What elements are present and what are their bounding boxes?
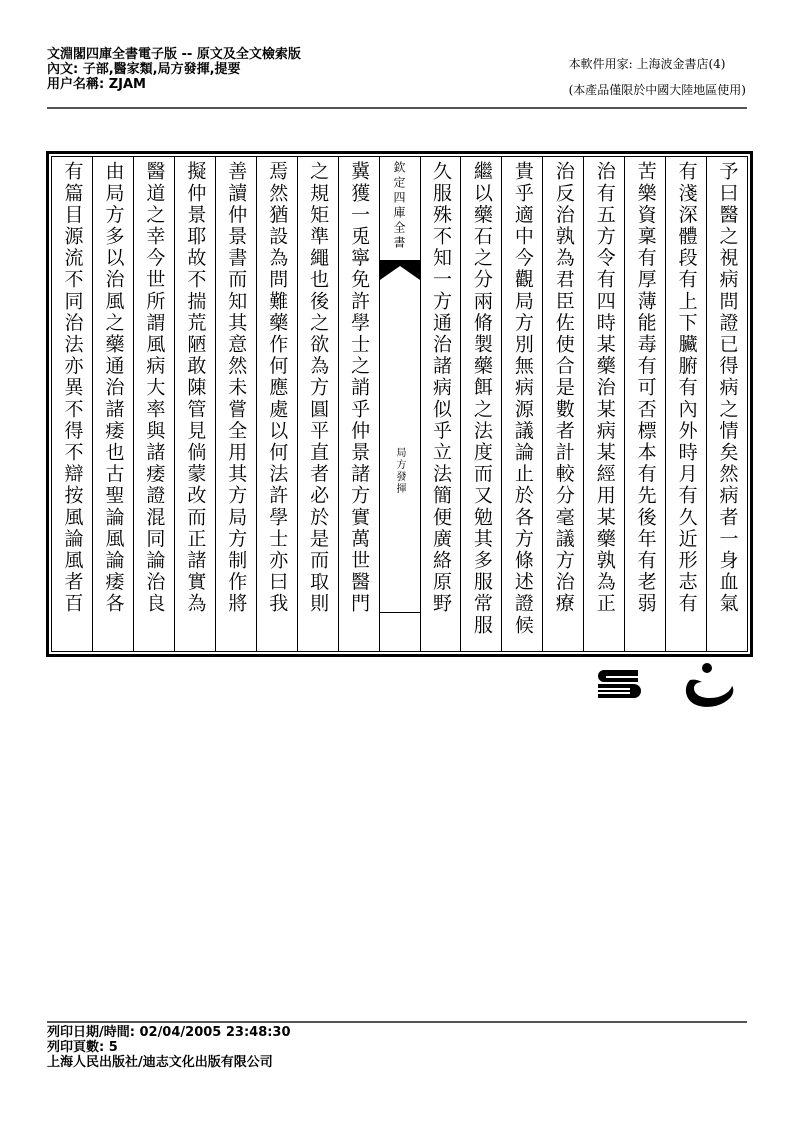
column-text: 予曰醫之視病問證已得病之情矣然病者一身血氣	[716, 161, 739, 615]
text-column	[52, 157, 92, 651]
fold-line	[380, 612, 420, 613]
column-text: 冀獲一兎寧免許學士之誚乎仲景諸方實萬世醫門	[348, 161, 371, 615]
header-right	[569, 51, 746, 103]
column-text: 貴乎適中今觀局方別無病源議論止於各方條述證候	[511, 161, 534, 637]
footer-divider	[47, 1021, 747, 1023]
text-column	[665, 157, 706, 651]
text-column	[215, 157, 256, 651]
column-text: 有淺深體段有上下臟腑有內外時月有久近形志有	[675, 161, 698, 615]
publisher-logo-icon	[590, 662, 750, 712]
user-name: 用户名稱: ZJAM	[47, 77, 146, 92]
footer	[47, 1025, 291, 1070]
center-fold-column	[379, 157, 420, 651]
fishtail-mark-icon	[380, 260, 420, 284]
text-column	[624, 157, 665, 651]
text-column	[542, 157, 583, 651]
column-text: 善讀仲景書而知其意然未嘗全用其方局方制作將	[225, 161, 248, 615]
text-column	[501, 157, 542, 651]
column-text: 治反治孰為君臣佐使合是數者計較分毫議方治療	[552, 161, 575, 615]
licensee: 本軟件用家: 上海波金書店(4)	[568, 57, 726, 71]
print-datetime: 列印日期/時間: 02/04/2005 23:48:30	[47, 1025, 291, 1040]
text-column	[583, 157, 624, 651]
column-text: 由局方多以治風之藥通治諸痿也古聖論風論痿各	[102, 161, 125, 615]
text-column	[706, 157, 747, 651]
content-path: 內文: 子部,醫家類,局方發揮,提要	[47, 62, 241, 77]
books-logo-icon	[598, 670, 641, 698]
text-column	[420, 157, 461, 651]
text-column	[338, 157, 379, 651]
column-text: 之規矩準繩也後之欲為方圓平直者必於是而取則	[307, 161, 330, 615]
text-column	[133, 157, 174, 651]
document-title: 文淵閣四庫全書電子版 -- 原文及全文檢索版	[47, 47, 301, 62]
publisher: 上海人民出版社/迪志文化出版有限公司	[47, 1055, 273, 1070]
column-text: 擬仲景耶故不揣荒陋敢陳管見倘蒙改而正諸實為	[184, 161, 207, 615]
text-column	[92, 157, 133, 651]
text-column	[256, 157, 297, 651]
text-column	[297, 157, 338, 651]
column-text: 治有五方令有四時某藥治某病某經用某藥孰為正	[593, 161, 616, 615]
column-text: 有篇目源流不同治法亦異不得不辯按風論風者百	[61, 161, 84, 615]
column-text: 繼以藥石之分兩脩製藥餌之法度而又勉其多服常服	[470, 161, 493, 637]
text-frame	[46, 151, 753, 657]
usage-restriction: (本產品僅限於中國大陸地區使用)	[568, 83, 746, 97]
book-title: 局方發揮	[394, 447, 406, 495]
column-text: 焉然猶設為問難藥作何應處以何法許學士亦曰我	[266, 161, 289, 615]
brush-logo-icon	[686, 663, 733, 707]
column-text: 苦樂資稟有厚薄能毒有可否標本有先後年有老弱	[634, 161, 657, 615]
collection-title: 欽定四庫全書	[392, 161, 407, 251]
column-text: 久服殊不知一方通治諸病似乎立法簡便廣絡原野	[429, 161, 452, 615]
header-divider	[47, 107, 747, 109]
text-column	[174, 157, 215, 651]
print-page-count: 列印頁數: 5	[47, 1040, 118, 1055]
text-columns	[51, 156, 748, 652]
text-column	[460, 157, 501, 651]
column-text: 醫道之幸今世所謂風病大率與諸痿證混同論治良	[143, 161, 166, 615]
header-left	[47, 47, 301, 92]
